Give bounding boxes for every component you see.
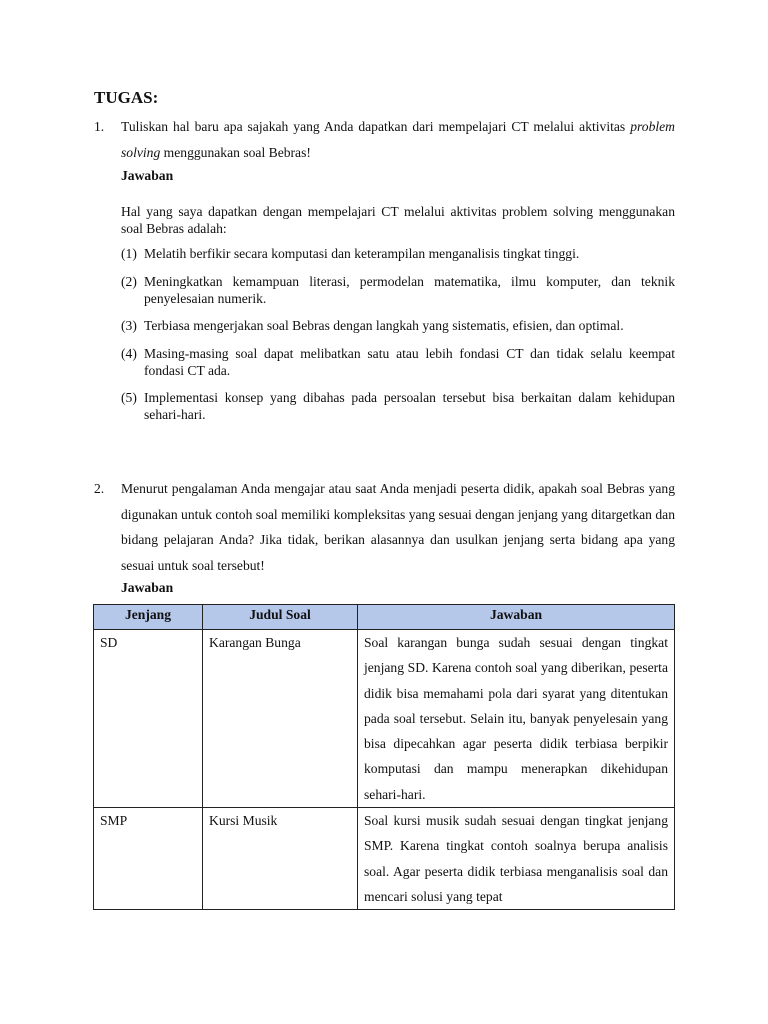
cell-jawaban: Soal kursi musik sudah sesuai dengan tingkat jenjang SMP. Karena tingkat contoh soalnya berupa analisis soal. Agar peserta didik terbiasa menganalisis soal dan mencari solusi yang tepat xyxy=(358,808,675,910)
list-item-text: Terbiasa mengerjakan soal Bebras dengan langkah yang sistematis, efisien, dan optimal. xyxy=(144,318,624,333)
table-row xyxy=(94,630,675,808)
answer-2-label: Jawaban xyxy=(121,580,174,595)
cell-jenjang: SD xyxy=(94,630,203,808)
answer-1-body xyxy=(121,203,675,434)
list-item-marker: (2) xyxy=(121,273,137,289)
question-2-text: Menurut pengalaman Anda mengajar atau saat Anda menjadi peserta didik, apakah soal Bebras yang digunakan untuk contoh soal memiliki kompleksitas yang sesuai dengan jenjang yang ditargetkan dan bidang pelajaran Anda? Jika tidak, berikan alasannya dan usulkan jenjang serta bidang apa yang sesuai untuk soal tersebut! xyxy=(121,481,675,573)
question-1-italic-term: problem solving xyxy=(121,119,675,160)
list-item xyxy=(121,389,675,423)
list-item xyxy=(121,317,675,334)
header-jenjang: Jenjang xyxy=(94,605,203,630)
question-1 xyxy=(94,114,675,165)
answer-1-list xyxy=(121,245,675,423)
list-item-text: Masing-masing soal dapat melibatkan satu atau lebih fondasi CT dan tidak selalu keempat fondasi CT ada. xyxy=(144,345,675,378)
cell-judul-soal: Kursi Musik xyxy=(203,808,358,910)
question-1-number: 1. xyxy=(94,119,105,134)
header-judul-soal: Judul Soal xyxy=(203,605,358,630)
answer-1-label: Jawaban xyxy=(121,168,174,183)
cell-judul-soal: Karangan Bunga xyxy=(203,630,358,808)
list-item-marker: (3) xyxy=(121,318,137,333)
question-2 xyxy=(94,476,675,578)
question-2-number: 2. xyxy=(94,481,105,496)
list-item xyxy=(121,345,675,379)
table-row xyxy=(94,808,675,910)
answer-1-intro: Hal yang saya dapatkan dengan mempelajari CT melalui aktivitas problem solving menggunakan soal Bebras adalah: xyxy=(121,204,675,236)
answer-table xyxy=(93,604,675,910)
question-1-text xyxy=(121,114,675,165)
list-item xyxy=(121,245,675,262)
list-item-text: Meningkatkan kemampuan literasi, permodelan matematika, ilmu komputer, dan teknik penyelesaian numerik. xyxy=(144,273,675,306)
list-item-marker: (1) xyxy=(121,246,137,261)
question-1-text-before: Tuliskan hal baru apa sajakah yang Anda dapatkan dari mempelajari CT melalui aktivitas xyxy=(121,119,631,134)
header-jawaban: Jawaban xyxy=(358,605,675,630)
list-item-marker: (5) xyxy=(121,390,137,405)
list-item xyxy=(121,273,675,307)
table-header-row xyxy=(94,605,675,630)
cell-jawaban: Soal karangan bunga sudah sesuai dengan tingkat jenjang SD. Karena contoh soal yang diberikan, peserta didik bisa memahami pola dari syarat yang ditentukan pada soal tersebut. Selain itu, banyak penyelesain yang bisa dipecahkan agar peserta didik terbiasa berpikir komputasi dan mampu menerapkan dikehidupan sehari-hari. xyxy=(358,630,675,808)
question-1-text-after: menggunakan soal Bebras! xyxy=(160,144,311,160)
page-heading: TUGAS: xyxy=(94,88,159,107)
list-item-text: Implementasi konsep yang dibahas pada persoalan tersebut bisa berkaitan dalam kehidupan sehari-hari. xyxy=(144,390,675,422)
cell-jenjang: SMP xyxy=(94,808,203,910)
list-item-text: Melatih berfikir secara komputasi dan keterampilan menganalisis tingkat tinggi. xyxy=(144,246,580,261)
list-item-marker: (4) xyxy=(121,345,137,361)
